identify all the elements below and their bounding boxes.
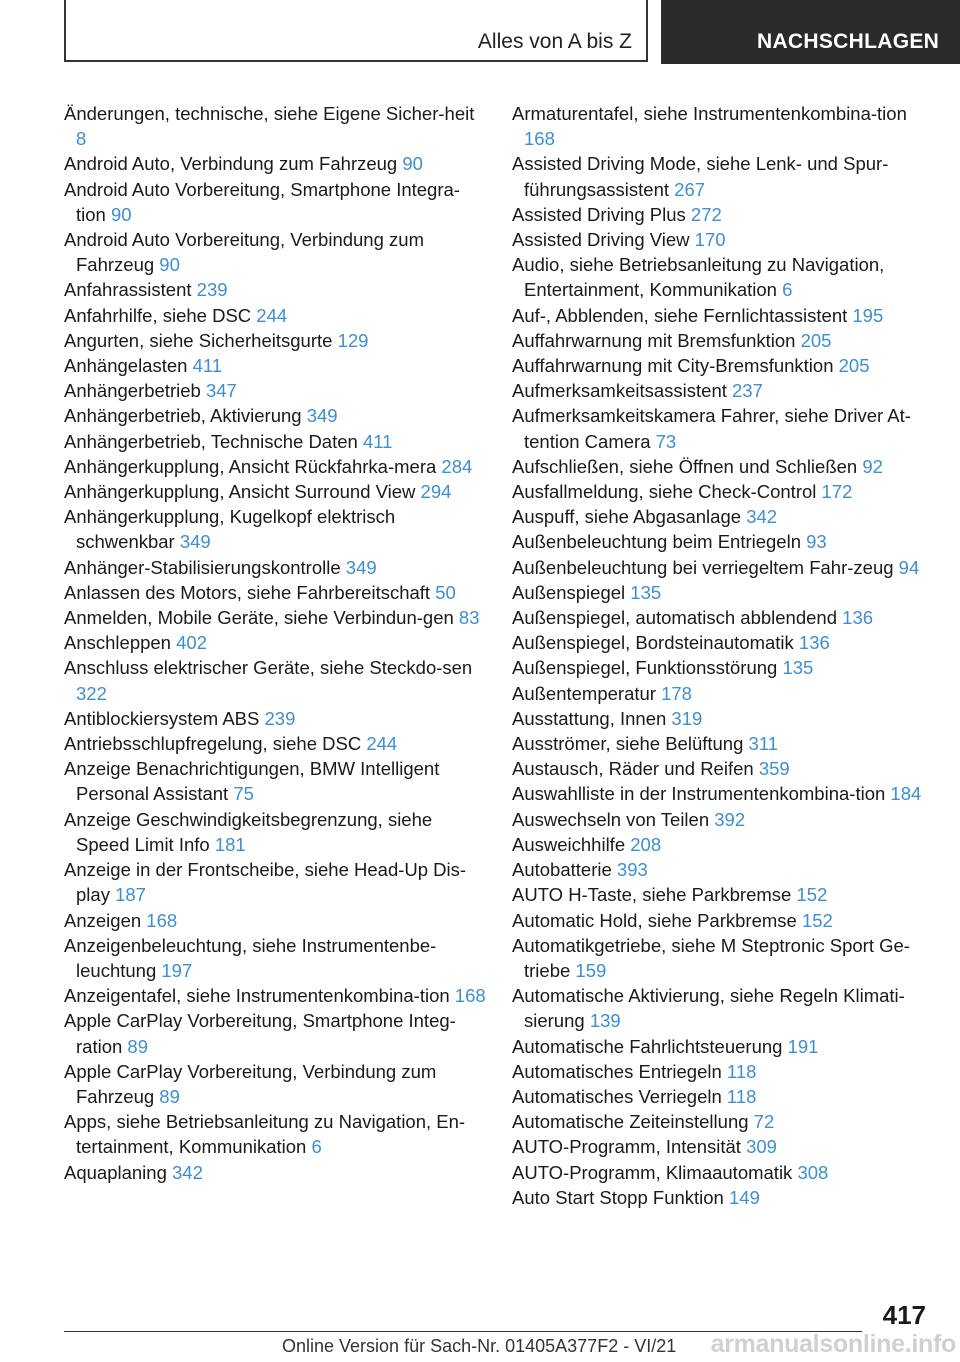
index-entry [64, 655, 488, 705]
index-entry [64, 756, 488, 806]
page-reference-link[interactable]: 73 [655, 430, 677, 452]
index-entry [512, 252, 932, 302]
page-reference-link[interactable]: 136 [798, 632, 830, 654]
page-reference-link[interactable]: 90 [402, 153, 423, 175]
index-entry-text: Anhängerkupplung, Ansicht Surround View [64, 481, 421, 503]
index-entry [512, 983, 932, 1033]
index-entry [512, 504, 932, 529]
index-entry [512, 882, 932, 907]
index-entry-text: Assisted Driving Plus [512, 203, 691, 225]
index-entry-text: Anhängerbetrieb, Technische Daten [64, 430, 363, 452]
page-reference-link[interactable]: 6 [782, 279, 793, 301]
index-entry-text: Anfahrassistent [64, 279, 197, 301]
index-entry [64, 1059, 488, 1109]
index-entry [64, 731, 488, 756]
index-entry [64, 151, 488, 176]
index-entry [64, 933, 488, 983]
index-entry-text: Anhängerkupplung, Kugelkopf elektrisch schwenkbar [64, 506, 396, 553]
index-entry [512, 529, 932, 554]
index-entry [512, 1084, 932, 1109]
page-reference-link[interactable]: 6 [311, 1136, 322, 1158]
page-reference-link[interactable]: 208 [630, 833, 662, 855]
index-entry-text: Außenspiegel, automatisch abblendend [512, 607, 843, 629]
index-entry [512, 1034, 932, 1059]
index-entry [512, 580, 932, 605]
index-entry [512, 933, 932, 983]
page-reference-link[interactable]: 191 [787, 1035, 819, 1057]
index-entry [512, 1109, 932, 1134]
page-reference-link[interactable]: 239 [264, 707, 296, 729]
page-reference-link[interactable]: 50 [435, 581, 456, 603]
page-reference-link[interactable]: 195 [852, 304, 884, 326]
index-entry-text: Audio, siehe Betriebsanleitung zu Navigation, Entertainment, Kommunikation [512, 254, 885, 301]
index-entry [64, 328, 488, 353]
page-reference-link[interactable]: 239 [196, 279, 228, 301]
index-entry [64, 580, 488, 605]
index-entry [512, 832, 932, 857]
page-reference-link[interactable]: 322 [76, 682, 107, 704]
index-entry [512, 101, 932, 151]
page-reference-link[interactable]: 172 [821, 481, 853, 503]
index-entry [64, 479, 488, 504]
index-entry-text: Automatisches Entriegeln [512, 1060, 727, 1082]
index-entry [512, 555, 932, 580]
page-reference-link[interactable]: 170 [694, 229, 726, 251]
index-entry-text: Anmelden, Mobile Geräte, siehe Verbindun-gen [64, 607, 459, 629]
index-entry-text: Auffahrwarnung mit Bremsfunktion [512, 329, 801, 351]
index-entry [64, 1160, 488, 1185]
index-entry [64, 378, 488, 403]
page-reference-link[interactable]: 181 [214, 833, 246, 855]
index-entry-text: Aufmerksamkeitskamera Fahrer, siehe Driver At-tention Camera [512, 405, 911, 452]
page-reference-link[interactable]: 244 [366, 733, 398, 755]
index-entry-text: Armaturentafel, siehe Instrumentenkombina-tion [512, 103, 907, 124]
index-entry [512, 1059, 932, 1084]
page-reference-link[interactable]: 152 [801, 909, 833, 931]
page-reference-link[interactable]: 393 [616, 859, 648, 881]
page-reference-link[interactable]: 159 [575, 959, 607, 981]
index-entry-text: Angurten, siehe Sicherheitsgurte [64, 329, 338, 351]
index-entry-text: Auffahrwarnung mit City-Bremsfunktion [512, 355, 839, 377]
index-entry-text: Anhängerbetrieb [64, 380, 206, 402]
page-reference-link[interactable]: 308 [797, 1161, 829, 1183]
index-entry-text: Anzeigenbeleuchtung, siehe Instrumentenbe-leuchtung [64, 934, 437, 981]
index-entry [64, 706, 488, 731]
index-entry [512, 1185, 932, 1210]
page-reference-link[interactable]: 136 [842, 607, 874, 629]
index-entry-text: Anhängelasten [64, 355, 193, 377]
page-reference-link[interactable]: 411 [192, 355, 223, 377]
index-entry [512, 227, 932, 252]
page-reference-link[interactable]: 92 [862, 455, 883, 477]
page-reference-link[interactable]: 237 [732, 380, 763, 402]
index-entry-text: Auswechseln von Teilen [512, 808, 715, 830]
page-reference-link[interactable]: 129 [337, 329, 369, 351]
page-reference-link[interactable]: 284 [441, 455, 473, 477]
page-reference-link[interactable]: 184 [890, 783, 922, 805]
chapter-tab [661, 0, 960, 64]
index-entry-text: Autobatterie [512, 859, 617, 881]
page-reference-link[interactable]: 347 [205, 380, 237, 402]
page-reference-link[interactable]: 152 [796, 884, 828, 906]
page-reference-link[interactable]: 149 [729, 1186, 760, 1208]
index-entry [64, 227, 488, 277]
index-entry-text: Android Auto Vorbereitung, Verbindung zum Fahrzeug [64, 229, 424, 276]
page-reference-link[interactable]: 205 [838, 355, 870, 377]
page-reference-link[interactable]: 349 [306, 405, 338, 427]
page-reference-link[interactable]: 267 [674, 178, 706, 200]
index-entry [512, 605, 932, 630]
index-entry [512, 756, 932, 781]
page-reference-link[interactable]: 359 [758, 758, 790, 780]
index-entry-text: Außenbeleuchtung beim Entriegeln [512, 531, 807, 553]
index-entry-text: AUTO-Programm, Klimaautomatik [512, 1161, 798, 1183]
index-entry-text: Apps, siehe Betriebsanleitung zu Navigation, En-tertainment, Kommunikation [64, 1111, 466, 1158]
index-entry-text: Anhängerbetrieb, Aktivierung [64, 405, 307, 427]
page-reference-link[interactable]: 93 [806, 531, 827, 553]
page-reference-link[interactable]: 411 [362, 430, 393, 452]
page-reference-link[interactable]: 309 [746, 1136, 777, 1158]
index-entry [512, 454, 932, 479]
index-entry [512, 655, 932, 680]
index-entry-text: Anhängerkupplung, Ansicht Rückfahrka-mera [64, 455, 442, 477]
index-entry-text: Ausstattung, Innen [512, 707, 672, 729]
index-entry [512, 202, 932, 227]
index-entry [64, 857, 488, 907]
chapter-tab-label: NACHSCHLAGEN [757, 30, 940, 53]
page-reference-link[interactable]: 294 [420, 481, 452, 503]
index-entry-text: Apple CarPlay Vorbereitung, Smartphone Integ-ration [64, 1010, 456, 1057]
index-column-left [64, 101, 488, 1185]
index-entry [64, 807, 488, 857]
index-entry-text: Auswahlliste in der Instrumentenkombina-tion [512, 783, 891, 805]
index-entry-text: AUTO-Programm, Intensität [512, 1136, 747, 1158]
index-entry-text: Antriebsschlupfregelung, siehe DSC [64, 733, 367, 755]
index-entry [512, 1134, 932, 1159]
page-reference-link[interactable]: 75 [233, 783, 254, 805]
index-entry [64, 303, 488, 328]
index-entry-text: Außentemperatur [512, 682, 662, 704]
page-reference-link[interactable]: 349 [345, 556, 377, 578]
page-reference-link[interactable]: 402 [176, 632, 207, 654]
index-entry [64, 983, 488, 1008]
online-version-note: Online Version für Sach-Nr. 01405A377F2 - VI/21 [282, 1336, 677, 1356]
index-entry [64, 555, 488, 580]
index-entry [512, 807, 932, 832]
page-number: 417 [882, 1300, 926, 1330]
index-entry-text: Änderungen, technische, siehe Eigene Sicher-heit [64, 103, 475, 124]
index-entry-text: Ausfallmeldung, siehe Check-Control [512, 481, 822, 503]
index-entry [512, 630, 932, 655]
page-reference-link[interactable]: 349 [179, 531, 211, 553]
index-entry [64, 454, 488, 479]
index-entry-text: Anfahrhilfe, siehe DSC [64, 304, 257, 326]
index-entry-text: Auto Start Stopp Funktion [512, 1186, 729, 1208]
index-entry-text: Antiblockiersystem ABS [64, 707, 265, 729]
index-entry-text: Aquaplaning [64, 1161, 173, 1183]
page-reference-link[interactable]: 272 [690, 203, 722, 225]
page-reference-link[interactable]: 118 [726, 1085, 757, 1107]
watermark: armanualsonline.info [710, 1330, 956, 1358]
index-entry-text: Android Auto Vorbereitung, Smartphone Integra-tion [64, 178, 460, 225]
page-reference-link[interactable]: 135 [630, 581, 662, 603]
index-entry [64, 630, 488, 655]
index-entry [64, 908, 488, 933]
index-entry [64, 101, 488, 151]
page-reference-link[interactable]: 168 [524, 128, 555, 150]
index-entry [512, 1160, 932, 1185]
page-reference-link[interactable]: 118 [726, 1060, 757, 1082]
index-entry [512, 706, 932, 731]
index-entry [64, 177, 488, 227]
index-entry [512, 403, 932, 453]
index-entry-text: Außenspiegel, Funktionsstörung [512, 657, 783, 679]
index-entry [64, 605, 488, 630]
index-entry-text: Assisted Driving View [512, 229, 695, 251]
page-reference-link[interactable]: 244 [256, 304, 288, 326]
index-entry-text: Anzeige Geschwindigkeitsbegrenzung, siehe Speed Limit Info [64, 808, 433, 855]
index-entry [512, 857, 932, 882]
page-reference-link[interactable]: 342 [172, 1161, 203, 1183]
page-reference-link[interactable]: 168 [454, 985, 486, 1007]
index-entry-text: Anzeige Benachrichtigungen, BMW Intelligent Personal Assistant [64, 758, 440, 805]
header-frame [64, 0, 648, 62]
page-reference-link[interactable]: 72 [753, 1111, 775, 1133]
index-entry-text: Anschluss elektrischer Geräte, siehe Steckdo-sen [64, 657, 473, 679]
index-entry-text: Anzeigen [64, 909, 147, 931]
index-entry-text: Automatisches Verriegeln [512, 1085, 727, 1107]
page-reference-link[interactable]: 311 [748, 733, 779, 755]
index-entry-text: Apple CarPlay Vorbereitung, Verbindung zum Fahrzeug [64, 1060, 437, 1107]
index-entry [64, 403, 488, 428]
index-entry-text: Anschleppen [64, 632, 177, 654]
page-reference-link[interactable]: 197 [161, 959, 193, 981]
index-entry [64, 504, 488, 554]
page-reference-link[interactable]: 90 [110, 203, 132, 225]
index-column-right [512, 101, 932, 1210]
index-entry [512, 731, 932, 756]
index-entry [512, 479, 932, 504]
index-entry-text: Ausströmer, siehe Belüftung [512, 733, 749, 755]
index-entry-text: Anzeigentafel, siehe Instrumentenkombina-tion [64, 985, 455, 1007]
index-entry [512, 353, 932, 378]
index-entry [64, 1109, 488, 1159]
page-reference-link[interactable]: 89 [127, 1035, 148, 1057]
index-entry [64, 1008, 488, 1058]
index-entry-text: Automatikgetriebe, siehe M Steptronic Sport Ge-triebe [512, 934, 910, 981]
index-entry-text: Aufmerksamkeitsassistent [512, 380, 733, 402]
index-entry [512, 303, 932, 328]
index-entry [64, 429, 488, 454]
page-reference-link[interactable]: 178 [661, 682, 692, 704]
index-entry [512, 151, 932, 201]
page-reference-link[interactable]: 94 [898, 556, 920, 578]
index-entry-text: Automatische Aktivierung, siehe Regeln Klimati-sierung [512, 985, 905, 1032]
index-entry-text: Auf-, Abblenden, siehe Fernlichtassistent [512, 304, 853, 326]
page-reference-link[interactable]: 139 [589, 1010, 621, 1032]
index-entry [512, 681, 932, 706]
index-entry-text: Assisted Driving Mode, siehe Lenk- und Spur-führungsassistent [512, 153, 889, 200]
index-entry [512, 908, 932, 933]
index-entry [512, 328, 932, 353]
index-entry-text: Außenspiegel, Bordsteinautomatik [512, 632, 799, 654]
index-entry-text: Auspuff, siehe Abgasanlage [512, 506, 747, 528]
page-reference-link[interactable]: 342 [746, 506, 778, 528]
index-entry-text: Automatische Zeiteinstellung [512, 1111, 754, 1133]
page-reference-link[interactable]: 89 [159, 1085, 180, 1107]
index-entry-text: Außenbeleuchtung bei verriegeltem Fahr-zeug [512, 556, 899, 578]
index-entry-text: Anlassen des Motors, siehe Fahrbereitschaft [64, 581, 436, 603]
page-reference-link[interactable]: 90 [159, 254, 180, 276]
index-entry-text: AUTO H-Taste, siehe Parkbremse [512, 884, 797, 906]
page-reference-link[interactable]: 319 [671, 707, 703, 729]
index-entry-text: Anhänger-Stabilisierungskontrolle [64, 556, 346, 578]
index-entry [512, 378, 932, 403]
page-reference-link[interactable]: 135 [782, 657, 814, 679]
index-entry-text: Android Auto, Verbindung zum Fahrzeug [64, 153, 403, 175]
index-entry [64, 277, 488, 302]
index-entry-text: Austausch, Räder und Reifen [512, 758, 759, 780]
page-reference-link[interactable]: 168 [146, 909, 178, 931]
page-reference-link[interactable]: 187 [115, 884, 146, 906]
index-entry-text: Außenspiegel [512, 581, 631, 603]
index-entry [64, 353, 488, 378]
page-reference-link[interactable]: 205 [800, 329, 832, 351]
index-entry-text: Anzeige in der Frontscheibe, siehe Head-Up Dis-play [64, 859, 467, 906]
index-entry-text: Aufschließen, siehe Öffnen und Schließen [512, 455, 863, 477]
index-entry-text: Automatic Hold, siehe Parkbremse [512, 909, 802, 931]
section-label: Alles von A bis Z [477, 30, 632, 53]
page-reference-link[interactable]: 8 [76, 128, 87, 150]
page-reference-link[interactable]: 392 [714, 808, 746, 830]
page-reference-link[interactable]: 83 [458, 607, 480, 629]
index-entry-text: Ausweichhilfe [512, 833, 631, 855]
index-entry [512, 781, 932, 806]
index-entry-text: Automatische Fahrlichtsteuerung [512, 1035, 788, 1057]
